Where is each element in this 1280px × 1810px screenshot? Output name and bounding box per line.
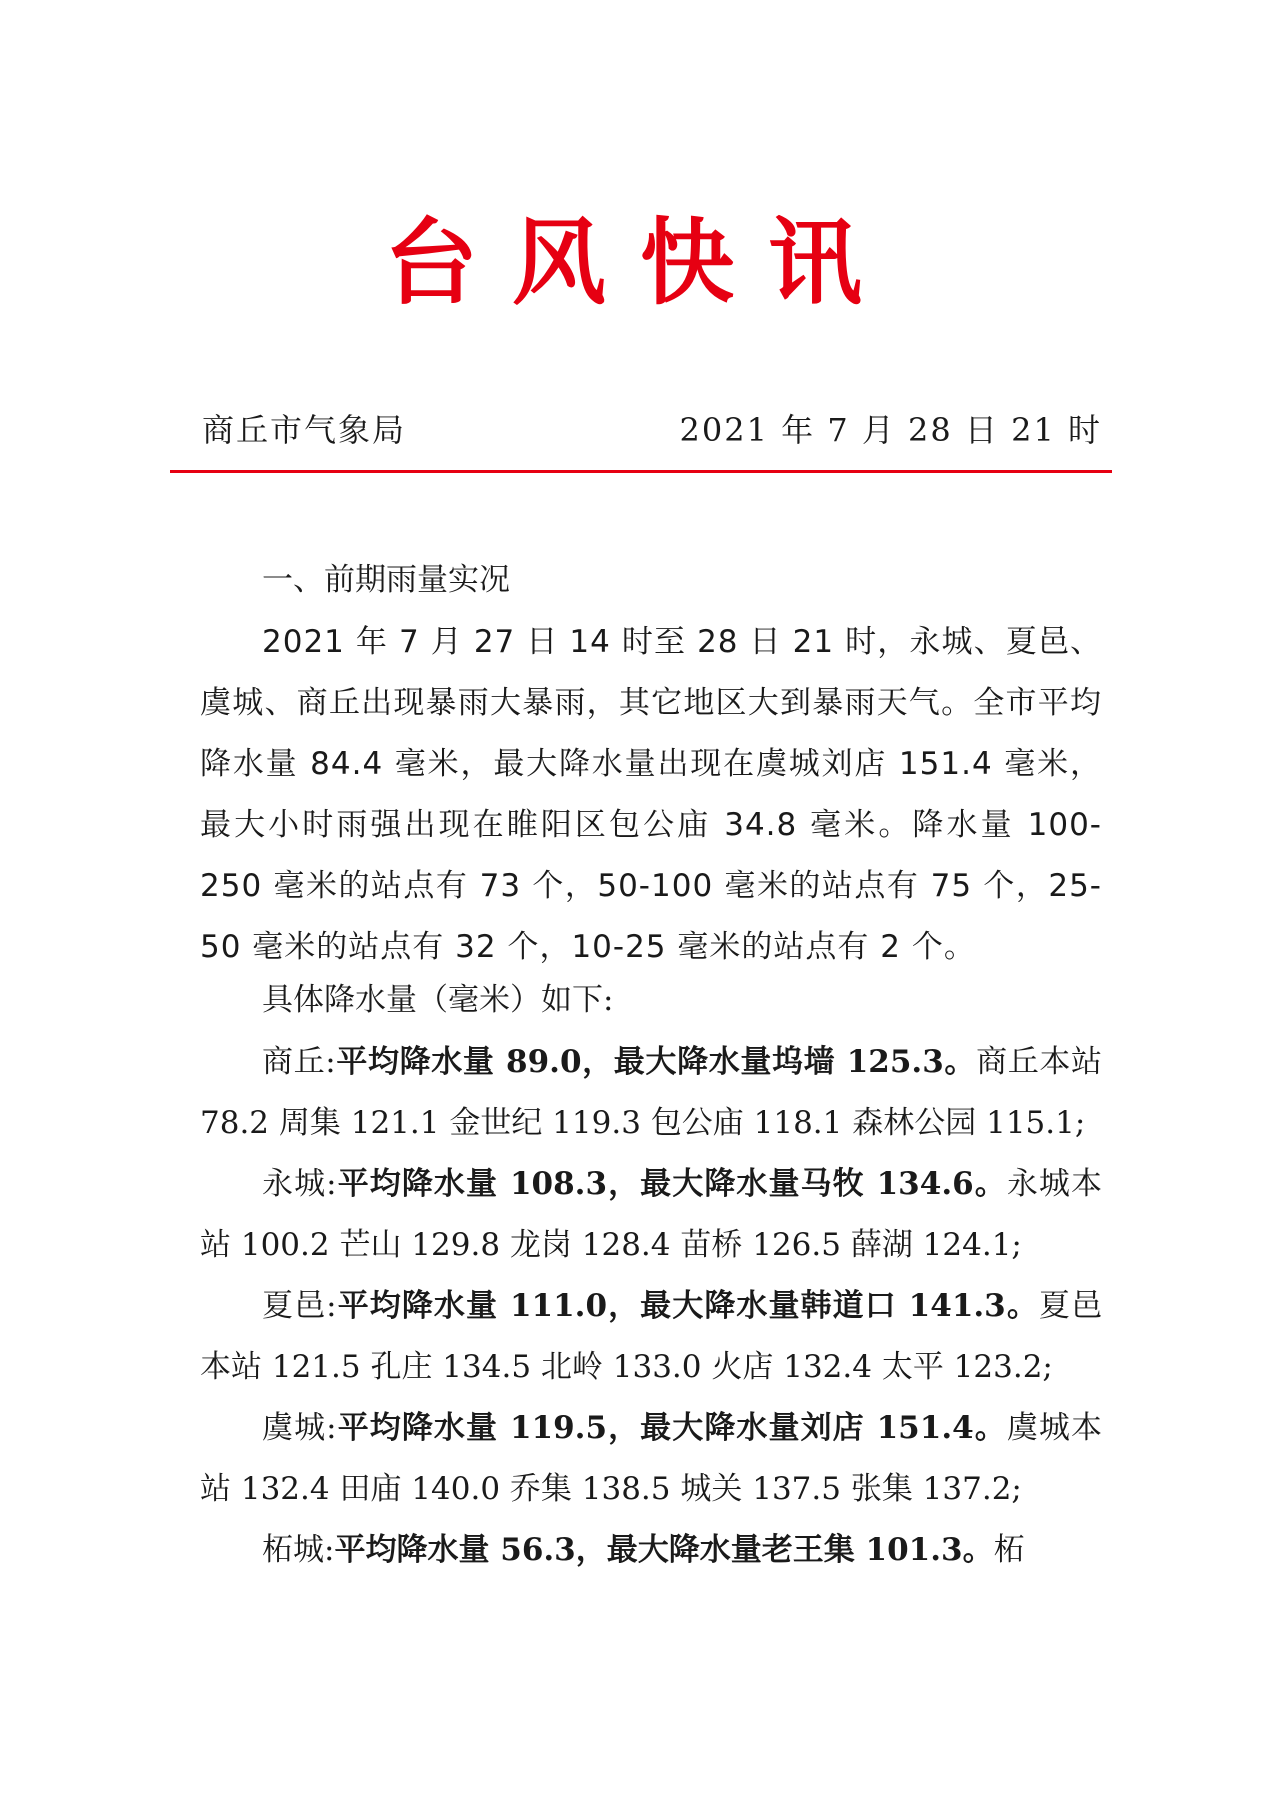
detail-intro-text: 具体降水量（毫米）如下: (262, 982, 614, 1018)
region-paragraph (200, 1276, 1102, 1398)
document-title: 台风快讯 (383, 208, 896, 318)
detail-intro (200, 970, 1102, 1031)
region-paragraph (200, 1398, 1102, 1520)
section-heading (200, 550, 1102, 611)
region-name: 商丘: (262, 1044, 336, 1080)
region-stations: 永城本站 100.2 芒山 129.8 龙岗 128.4 苗桥 126.5 薛湖 124.1; (200, 1166, 1103, 1263)
region-name: 夏邑: (262, 1288, 337, 1324)
header-divider (170, 470, 1112, 473)
region-stations: 夏邑本站 121.5 孔庄 134.5 北岭 133.0 火店 132.4 太平 123.2; (200, 1288, 1103, 1385)
region-summary: 平均降水量 108.3，最大降水量马牧 134.6。 (336, 1166, 1007, 1202)
region-summary: 平均降水量 89.0，最大降水量坞墙 125.3。 (335, 1044, 977, 1080)
region-paragraph (200, 1154, 1102, 1276)
region-summary: 平均降水量 111.0，最大降水量韩道口 141.3。 (336, 1288, 1039, 1324)
region-name: 虞城: (262, 1410, 337, 1446)
rainfall-summary (200, 612, 1102, 978)
region-stations: 虞城本站 132.4 田庙 140.0 乔集 138.5 城关 137.5 张集 137.2; (200, 1410, 1103, 1507)
region-stations: 商丘本站 78.2 周集 121.1 金世纪 119.3 包公庙 118.1 森林公园 115.1; (200, 1044, 1102, 1141)
issue-date: 2021 年 7 月 28 日 21 时 (679, 411, 1102, 449)
region-name: 柘城: (262, 1532, 335, 1568)
section-heading-text: 一、前期雨量实况 (262, 562, 510, 598)
region-summary: 平均降水量 119.5，最大降水量刘店 151.4。 (336, 1410, 1007, 1446)
region-summary: 平均降水量 56.3，最大降水量老王集 101.3。 (334, 1532, 994, 1568)
region-paragraph (200, 1032, 1102, 1154)
region-paragraph (200, 1520, 1102, 1581)
region-name: 永城: (262, 1166, 337, 1202)
rainfall-summary-text: 2021 年 7 月 27 日 14 时至 28 日 21 时，永城、夏邑、虞城、商丘出现暴雨大暴雨，其它地区大到暴雨天气。全市平均降水量 84.4 毫米，最大降水量出现在虞城刘店 151.4 毫米，最大小时雨强出现在睢阳区包公庙 34.8 毫米。降水量 100-250 毫米的站点有 73 个，50-100 毫米的站点有 75 个，25-50 毫米的站点有 32 个，10-25 毫米的站点有 2 个。 (200, 624, 1102, 965)
issuer-name: 商丘市气象局 (202, 411, 407, 449)
region-list (200, 1032, 1102, 1581)
region-stations: 柘 (993, 1532, 1025, 1568)
